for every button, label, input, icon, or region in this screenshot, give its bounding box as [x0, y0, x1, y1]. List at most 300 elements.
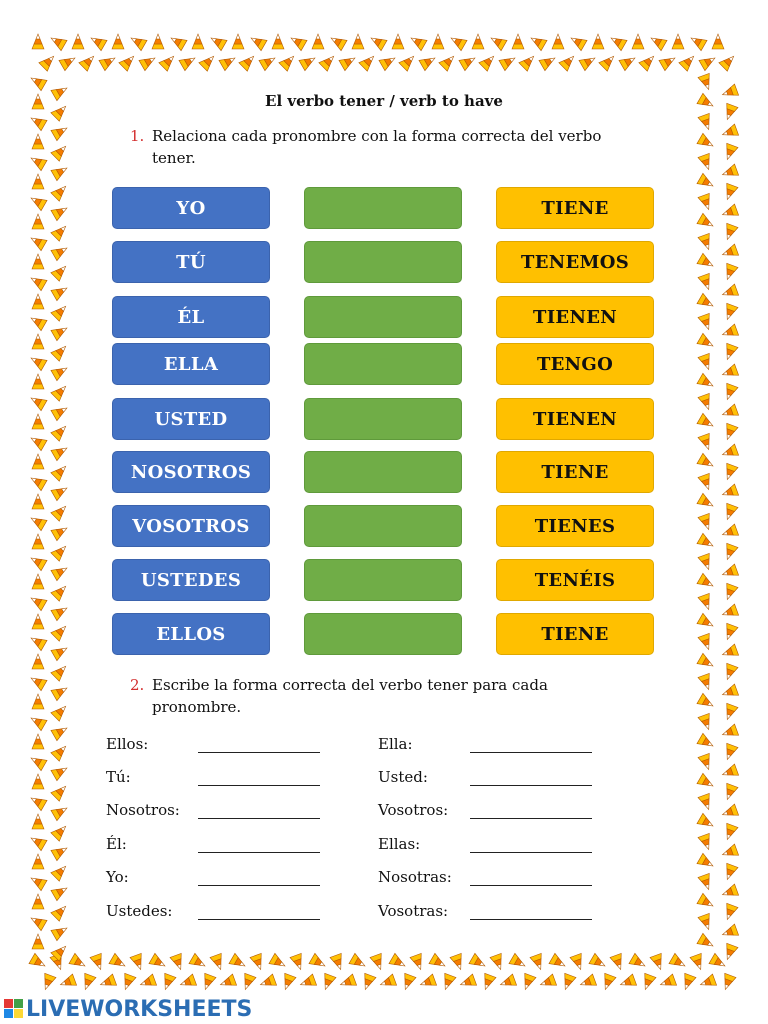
candy-corn-icon	[680, 973, 696, 991]
fill-left-label: Tú:	[106, 768, 131, 786]
candy-corn-icon	[697, 653, 716, 671]
candy-corn-icon	[51, 123, 70, 141]
candy-corn-icon	[722, 183, 738, 201]
candy-corn-icon	[208, 33, 227, 51]
candy-corn-icon	[240, 973, 256, 991]
pronoun-box[interactable]: YO	[112, 187, 270, 229]
candy-corn-icon	[339, 53, 358, 71]
fill-left-answer-blank[interactable]	[198, 838, 320, 853]
fill-left-answer-blank[interactable]	[198, 871, 320, 886]
candy-corn-icon	[28, 113, 47, 131]
candy-corn-icon	[440, 973, 456, 991]
candy-corn-icon	[697, 933, 716, 951]
candy-corn-icon	[98, 974, 116, 990]
candy-corn-icon	[179, 53, 198, 71]
candy-corn-icon	[608, 33, 627, 51]
candy-corn-icon	[509, 953, 528, 971]
fill-right-answer-blank[interactable]	[470, 871, 592, 886]
candy-corn-icon	[168, 33, 187, 51]
fill-right-label: Ellas:	[378, 835, 421, 853]
candy-corn-icon	[448, 33, 467, 51]
fill-left-row	[106, 731, 320, 753]
candy-corn-icon	[290, 953, 306, 971]
fill-right-answer-blank[interactable]	[470, 738, 592, 753]
candy-corn-icon	[32, 254, 44, 269]
candy-corn-icon	[410, 953, 426, 971]
candy-corn-icon	[80, 973, 96, 991]
fill-right-row	[378, 864, 592, 886]
candy-corn-icon	[469, 953, 488, 971]
candy-corn-icon	[709, 953, 728, 971]
fill-left-answer-blank[interactable]	[198, 738, 320, 753]
candy-corn-icon	[432, 34, 444, 49]
candy-corn-icon	[722, 423, 738, 441]
candy-corn-icon	[170, 953, 186, 971]
candy-corn-icon	[720, 164, 738, 180]
candy-corn-icon	[51, 142, 70, 161]
candy-corn-icon	[592, 34, 604, 49]
candy-corn-icon	[51, 883, 70, 901]
candy-corn-icon	[319, 52, 338, 71]
candy-corn-icon	[549, 953, 568, 971]
candy-corn-icon	[722, 383, 738, 401]
candy-corn-icon	[99, 53, 118, 71]
candy-corn-icon	[722, 343, 738, 361]
candy-corn-icon	[152, 34, 164, 49]
candy-corn-icon	[298, 974, 316, 990]
candy-corn-icon	[28, 833, 47, 851]
candy-corn-icon	[530, 953, 546, 971]
fill-left-row	[106, 797, 320, 819]
candy-corn-icon	[722, 863, 738, 881]
candy-corn-icon	[720, 124, 738, 140]
candy-corn-icon	[722, 463, 738, 481]
candy-corn-icon	[698, 273, 714, 291]
answer-drop-zone[interactable]	[304, 451, 462, 493]
candy-corn-icon	[490, 953, 506, 971]
verb-form-box[interactable]: TIENE	[496, 187, 654, 229]
answer-drop-zone[interactable]	[304, 505, 462, 547]
candy-corn-icon	[239, 52, 258, 71]
candy-corn-icon	[697, 333, 716, 351]
candy-corn-icon	[722, 303, 738, 321]
candy-corn-icon	[719, 52, 738, 71]
candy-corn-icon	[720, 244, 738, 260]
candy-corn-icon	[610, 953, 626, 971]
worksheet-title: El verbo tener / verb to have	[265, 92, 503, 110]
candy-corn-icon	[698, 193, 714, 211]
candy-corn-icon	[712, 34, 724, 49]
answer-drop-zone[interactable]	[304, 296, 462, 338]
question-2	[130, 674, 650, 718]
candy-corn-icon	[51, 182, 70, 201]
candy-corn-icon	[28, 153, 47, 171]
candy-corn-icon	[279, 52, 298, 71]
fill-left-label: Ustedes:	[106, 902, 173, 920]
candy-corn-icon	[51, 902, 70, 921]
candy-corn-icon	[269, 953, 288, 971]
answer-drop-zone[interactable]	[304, 241, 462, 283]
candy-corn-icon	[539, 53, 558, 71]
candy-corn-icon	[418, 974, 436, 990]
candy-corn-icon	[698, 313, 714, 331]
candy-corn-icon	[698, 433, 714, 451]
verb-form-box[interactable]: TIENEN	[496, 398, 654, 440]
candy-corn-icon	[272, 34, 284, 49]
candy-corn-icon	[28, 513, 47, 531]
candy-corn-icon	[51, 403, 70, 421]
candy-corn-icon	[328, 33, 347, 51]
candy-corn-icon	[552, 34, 564, 49]
fill-left-label: Nosotros:	[106, 801, 180, 819]
candy-corn-icon	[720, 764, 738, 780]
fill-left-row	[106, 831, 320, 853]
candy-corn-icon	[720, 973, 736, 991]
candy-corn-icon	[698, 673, 714, 691]
candy-corn-icon	[32, 574, 44, 589]
candy-corn-icon	[349, 953, 368, 971]
pronoun-box[interactable]: ELLOS	[112, 613, 270, 655]
candy-corn-icon	[330, 953, 346, 971]
candy-corn-icon	[698, 713, 714, 731]
candy-corn-icon	[51, 163, 70, 181]
fill-right-row	[378, 831, 592, 853]
candy-corn-icon	[32, 774, 44, 789]
candy-corn-icon	[120, 973, 136, 991]
candy-corn-icon	[51, 542, 70, 561]
candy-corn-icon	[159, 52, 178, 71]
candy-corn-icon	[698, 593, 714, 611]
candy-corn-icon	[178, 974, 196, 990]
pronoun-box[interactable]: ÉL	[112, 296, 270, 338]
candy-corn-icon	[520, 973, 536, 991]
candy-corn-icon	[219, 53, 238, 71]
candy-corn-icon	[618, 974, 636, 990]
candy-corn-icon	[370, 953, 386, 971]
candy-corn-icon	[299, 53, 318, 71]
candy-corn-icon	[698, 153, 714, 171]
candy-corn-icon	[720, 204, 738, 220]
candy-corn-icon	[32, 374, 44, 389]
candy-corn-icon	[498, 974, 516, 990]
candy-corn-icon	[139, 53, 158, 71]
candy-corn-icon	[51, 243, 70, 261]
candy-corn-icon	[28, 553, 47, 571]
fill-right-answer-blank[interactable]	[470, 905, 592, 920]
answer-drop-zone[interactable]	[304, 187, 462, 229]
fill-left-label: Ellos:	[106, 735, 149, 753]
candy-corn-icon	[192, 34, 204, 49]
candy-corn-icon	[698, 353, 714, 371]
candy-corn-icon	[28, 753, 47, 771]
candy-corn-icon	[619, 53, 638, 71]
verb-form-box[interactable]: TIENE	[496, 451, 654, 493]
candy-corn-icon	[697, 693, 716, 711]
candy-corn-icon	[58, 974, 76, 990]
fill-right-label: Vosotros:	[378, 801, 449, 819]
candy-corn-icon	[698, 913, 714, 931]
verb-form-box[interactable]: TENEMOS	[496, 241, 654, 283]
candy-corn-icon	[697, 573, 716, 591]
candy-corn-icon	[51, 803, 70, 821]
candy-corn-icon	[392, 34, 404, 49]
candy-corn-icon	[488, 33, 507, 51]
candy-corn-icon	[32, 734, 44, 749]
candy-corn-icon	[28, 393, 47, 411]
candy-corn-icon	[51, 702, 70, 721]
candy-corn-icon	[51, 683, 70, 701]
candy-corn-icon	[359, 52, 378, 71]
answer-drop-zone[interactable]	[304, 613, 462, 655]
fill-left-row	[106, 764, 320, 786]
answer-drop-zone[interactable]	[304, 343, 462, 385]
candy-corn-icon	[722, 903, 738, 921]
candy-corn-icon	[51, 822, 70, 841]
candy-corn-icon	[720, 924, 738, 940]
candy-corn-icon	[720, 724, 738, 740]
candy-corn-icon	[368, 33, 387, 51]
fill-left-answer-blank[interactable]	[198, 905, 320, 920]
candy-corn-icon	[149, 953, 168, 971]
candy-corn-icon	[589, 953, 608, 971]
candy-corn-icon	[600, 973, 616, 991]
pronoun-box[interactable]: ELLA	[112, 343, 270, 385]
candy-corn-icon	[408, 33, 427, 51]
candy-corn-icon	[51, 262, 70, 281]
candy-corn-icon	[32, 174, 44, 189]
question-2-number: 2.	[130, 676, 145, 694]
candy-corn-icon	[51, 302, 70, 321]
candy-corn-icon	[658, 974, 676, 990]
candy-corn-icon	[722, 623, 738, 641]
candy-corn-icon	[51, 782, 70, 801]
candy-corn-icon	[697, 813, 716, 831]
candy-corn-icon	[720, 684, 738, 700]
fill-right-answer-blank[interactable]	[470, 838, 592, 853]
candy-corn-icon	[697, 853, 716, 871]
candy-corn-icon	[722, 583, 738, 601]
fill-left-answer-blank[interactable]	[198, 771, 320, 786]
candy-corn-icon	[32, 614, 44, 629]
candy-corn-icon	[28, 193, 47, 211]
candy-corn-icon	[32, 414, 44, 429]
candy-corn-icon	[722, 823, 738, 841]
candy-corn-icon	[697, 173, 716, 191]
candy-corn-icon	[32, 34, 44, 49]
candy-corn-icon	[512, 34, 524, 49]
fill-right-label: Usted:	[378, 768, 428, 786]
candy-corn-icon	[650, 953, 666, 971]
candy-corn-icon	[698, 233, 714, 251]
candy-corn-icon	[40, 973, 56, 991]
candy-corn-icon	[338, 974, 356, 990]
liveworksheets-logo-icon	[4, 999, 24, 1019]
candy-corn-icon	[698, 974, 716, 990]
candy-corn-icon	[28, 353, 47, 371]
candy-corn-icon	[32, 654, 44, 669]
candy-corn-icon	[59, 53, 78, 71]
candy-corn-icon	[32, 814, 44, 829]
candy-corn-icon	[389, 953, 408, 971]
candy-corn-icon	[697, 613, 716, 631]
fill-right-label: Vosotras:	[378, 902, 449, 920]
candy-corn-icon	[51, 443, 70, 461]
pronoun-box[interactable]: USTED	[112, 398, 270, 440]
candy-corn-icon	[698, 833, 714, 851]
candy-corn-icon	[28, 473, 47, 491]
candy-corn-icon	[232, 34, 244, 49]
candy-corn-icon	[88, 33, 107, 51]
candy-corn-icon	[629, 953, 648, 971]
candy-corn-icon	[51, 763, 70, 781]
candy-corn-icon	[459, 53, 478, 71]
candy-corn-icon	[32, 934, 44, 949]
candy-corn-icon	[248, 33, 267, 51]
candy-corn-icon	[352, 34, 364, 49]
verb-form-box[interactable]: TIENEN	[496, 296, 654, 338]
candy-corn-icon	[32, 534, 44, 549]
candy-corn-icon	[698, 633, 714, 651]
candy-corn-icon	[28, 233, 47, 251]
candy-corn-icon	[672, 34, 684, 49]
candy-corn-icon	[697, 893, 716, 911]
candy-corn-icon	[698, 753, 714, 771]
candy-corn-icon	[200, 973, 216, 991]
candy-corn-icon	[259, 53, 278, 71]
candy-corn-icon	[679, 52, 698, 71]
candy-corn-icon	[472, 34, 484, 49]
pronoun-box[interactable]: USTEDES	[112, 559, 270, 601]
candy-corn-icon	[28, 313, 47, 331]
candy-corn-icon	[69, 953, 88, 971]
candy-corn-icon	[720, 844, 738, 860]
candy-corn-icon	[720, 564, 738, 580]
question-1-text-cont: tener.	[152, 149, 196, 167]
candy-corn-icon	[720, 404, 738, 420]
candy-corn-icon	[28, 673, 47, 691]
pronoun-box[interactable]: TÚ	[112, 241, 270, 283]
answer-drop-zone[interactable]	[304, 398, 462, 440]
candy-corn-icon	[29, 953, 48, 971]
candy-corn-icon	[429, 953, 448, 971]
candy-corn-icon	[309, 953, 328, 971]
fill-left-row	[106, 898, 320, 920]
candy-corn-icon	[528, 33, 547, 51]
candy-corn-icon	[450, 953, 466, 971]
fill-left-label: Él:	[106, 835, 127, 853]
candy-corn-icon	[288, 33, 307, 51]
candy-corn-icon	[51, 723, 70, 741]
fill-left-answer-blank[interactable]	[198, 804, 320, 819]
candy-corn-icon	[250, 953, 266, 971]
pronoun-box[interactable]: NOSOTROS	[112, 451, 270, 493]
candy-corn-icon	[51, 582, 70, 601]
question-2-text: Escribe la forma correcta del verbo tener para cada	[152, 676, 548, 694]
candy-corn-icon	[28, 73, 47, 91]
candy-corn-icon	[720, 524, 738, 540]
candy-corn-icon	[419, 53, 438, 71]
candy-corn-icon	[39, 52, 58, 71]
candy-corn-icon	[722, 143, 738, 161]
verb-form-box[interactable]: TENGO	[496, 343, 654, 385]
question-2-text-cont: pronombre.	[152, 698, 242, 716]
candy-corn-icon	[28, 433, 47, 451]
candy-corn-icon	[632, 34, 644, 49]
verb-form-box[interactable]: TIENES	[496, 505, 654, 547]
answer-drop-zone[interactable]	[304, 559, 462, 601]
candy-corn-icon	[51, 283, 70, 301]
verb-form-box[interactable]: TENÉIS	[496, 559, 654, 601]
candy-corn-icon	[697, 733, 716, 751]
candy-corn-icon	[399, 52, 418, 71]
candy-corn-icon	[698, 513, 714, 531]
candy-corn-icon	[79, 52, 98, 71]
candy-corn-icon	[697, 453, 716, 471]
candy-corn-icon	[109, 953, 128, 971]
question-1	[130, 125, 650, 169]
candy-corn-icon	[697, 373, 716, 391]
fill-right-answer-blank[interactable]	[470, 804, 592, 819]
candy-corn-icon	[51, 382, 70, 401]
candy-corn-icon	[479, 52, 498, 71]
candy-corn-icon	[538, 974, 556, 990]
candy-corn-icon	[51, 523, 70, 541]
candy-corn-icon	[32, 694, 44, 709]
fill-right-answer-blank[interactable]	[470, 771, 592, 786]
candy-corn-icon	[90, 953, 106, 971]
fill-left-row	[106, 864, 320, 886]
candy-corn-icon	[659, 53, 678, 71]
candy-corn-icon	[640, 973, 656, 991]
candy-corn-icon	[499, 53, 518, 71]
candy-corn-icon	[128, 33, 147, 51]
candy-corn-icon	[51, 662, 70, 681]
candy-corn-icon	[360, 973, 376, 991]
candy-corn-icon	[698, 113, 714, 131]
candy-corn-icon	[210, 953, 226, 971]
pronoun-box[interactable]: VOSOTROS	[112, 505, 270, 547]
verb-form-box[interactable]: TIENE	[496, 613, 654, 655]
candy-corn-icon	[720, 324, 738, 340]
candy-corn-icon	[119, 52, 138, 71]
fill-right-row	[378, 797, 592, 819]
candy-corn-icon	[28, 273, 47, 291]
candy-corn-icon	[697, 773, 716, 791]
candy-corn-icon	[698, 393, 714, 411]
candy-corn-icon	[189, 953, 208, 971]
candy-corn-icon	[51, 342, 70, 361]
candy-corn-icon	[722, 703, 738, 721]
candy-corn-icon	[199, 52, 218, 71]
candy-corn-icon	[379, 53, 398, 71]
candy-corn-icon	[51, 222, 70, 241]
candy-corn-icon	[722, 263, 738, 281]
candy-corn-icon	[560, 973, 576, 991]
candy-corn-icon	[698, 73, 714, 91]
candy-corn-icon	[699, 53, 718, 71]
candy-corn-icon	[51, 742, 70, 761]
candy-corn-icon	[690, 953, 706, 971]
fill-right-row	[378, 764, 592, 786]
liveworksheets-logo	[4, 996, 252, 1022]
candy-corn-icon	[458, 974, 476, 990]
candy-corn-icon	[697, 413, 716, 431]
fill-right-row	[378, 731, 592, 753]
candy-corn-icon	[722, 663, 738, 681]
candy-corn-icon	[32, 854, 44, 869]
question-1-text: Relaciona cada pronombre con la forma correcta del verbo	[152, 127, 602, 145]
candy-corn-icon	[720, 604, 738, 620]
